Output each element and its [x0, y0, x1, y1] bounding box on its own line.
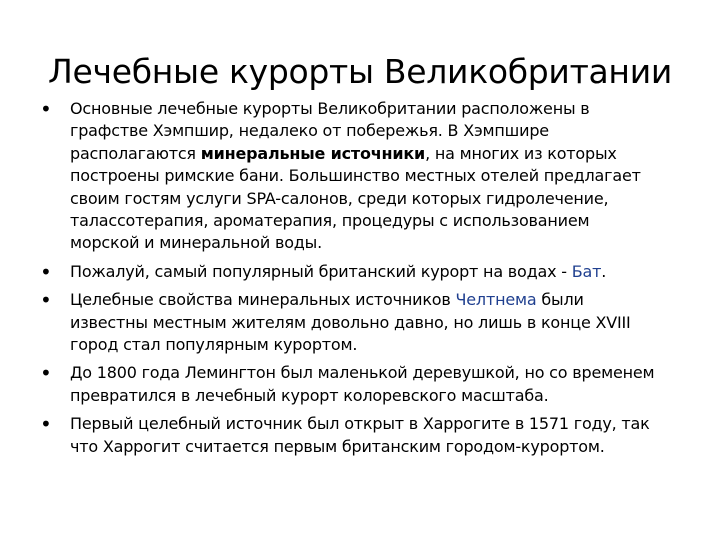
bullet-text: Основные лечебные курорты Великобритании расположены в графстве Хэмпшир, недалеко от побережья. В Хэмпшире располагаются: [70, 99, 590, 163]
bullet-icon: •: [40, 259, 52, 284]
bold-text: минеральные источники: [200, 143, 426, 163]
bullet-text: До 1800 года Лемингтон был маленькой деревушкой, но со временем превратился в лечебный курорт колоревского масштаба.: [70, 363, 655, 405]
bullet-text: Целебные свойства минеральных источников: [70, 290, 456, 310]
bullet-list: [40, 98, 660, 464]
bullet-item-bath: [40, 261, 660, 283]
bullet-item-harrogate: [40, 413, 660, 458]
bullet-icon: •: [40, 361, 52, 386]
bullet-text: .: [601, 261, 607, 281]
bullet-icon: •: [40, 412, 52, 437]
bullet-text: Первый целебный источник был открыт в Харрогите в 1571 году, так что Харрогит считается первым британским городом-курортом.: [70, 414, 650, 456]
slide-title: Лечебные курорты Великобритании: [48, 52, 672, 91]
bullet-text: , на многих из которых построены римские бани. Большинство местных отелей предлагает своим гостям услуги SPA-салонов, среди которых гидролечение, талассотерапия, ароматерапия, процедуры с использованием морской и минеральной воды.: [70, 143, 641, 253]
bullet-item-leamington: [40, 362, 660, 407]
bullet-item-cheltenham: [40, 289, 660, 356]
bath-link[interactable]: Бат: [571, 261, 602, 281]
cheltenham-link[interactable]: Челтнема: [455, 290, 537, 310]
bullet-icon: •: [40, 288, 52, 313]
bullet-text: Пожалуй, самый популярный британский курорт на водах -: [70, 261, 572, 281]
bullet-icon: •: [40, 97, 52, 121]
bullet-text: были известны местным жителям довольно давно, но лишь в конце XVIII город стал популярным курортом.: [70, 290, 631, 355]
bullet-item-main-resorts: [40, 98, 660, 255]
